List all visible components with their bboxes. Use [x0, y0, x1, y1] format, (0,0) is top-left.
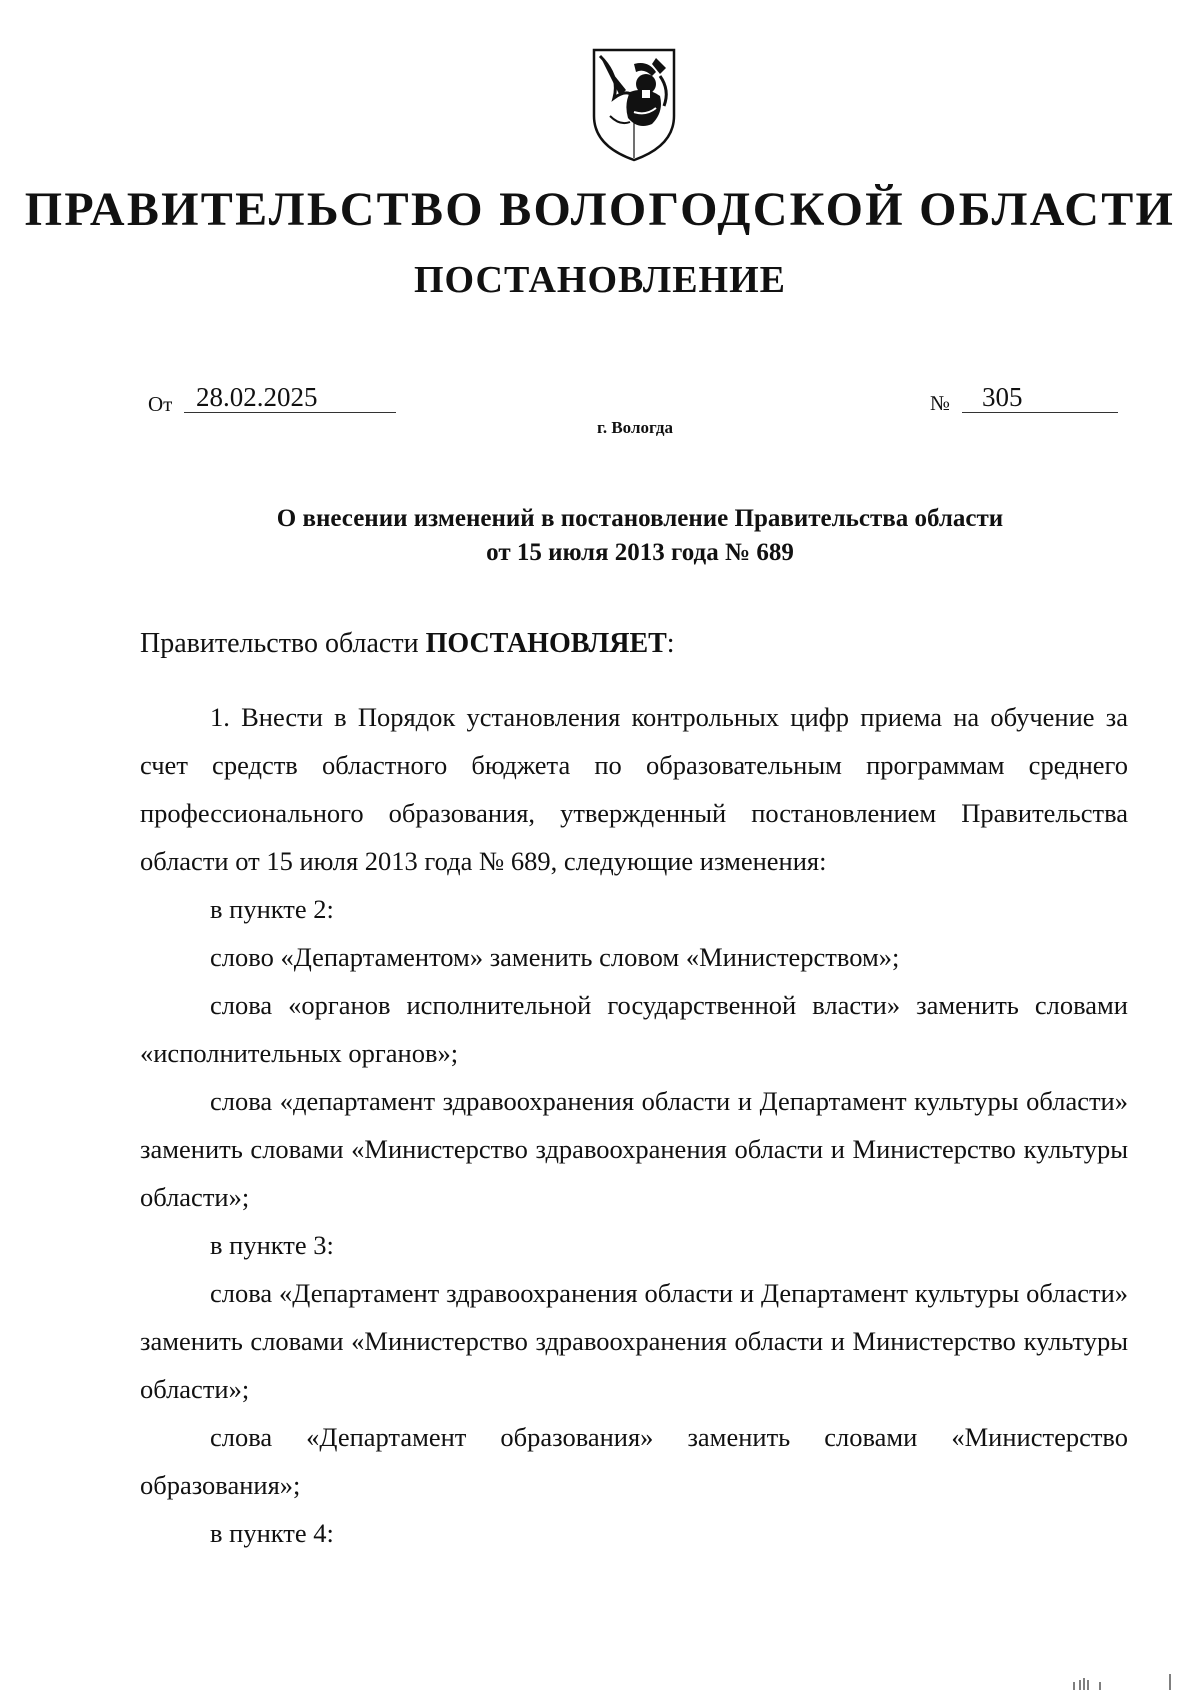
body-paragraph: слова «департамент здравоохранения области и Департамент культуры области» заменить словами «Министерство здравоохранения области и Министерство культуры области»; — [140, 1086, 1128, 1212]
body-paragraph: слова «Департамент здравоохранения области и Департамент культуры области» заменить словами «Министерство здравоохранения области и Министерство культуры области»; — [140, 1278, 1128, 1404]
subject-line-2: от 15 июля 2013 года № 689 — [486, 539, 794, 566]
body-paragraph: слово «Департаментом» заменить словом «Министерством»; — [210, 942, 900, 972]
document-body — [140, 693, 1128, 1557]
subject-line-1: О внесении изменений в постановление Правительства области — [276, 505, 1004, 532]
body-paragraph: 1. Внести в Порядок установления контрольных цифр приема на обучение за счет средств областного бюджета по образовательным программам среднего профессионального образования, утвержденный постановлением Правительства области от 15 июля 2013 года № 689, следующие изменения: — [140, 702, 1128, 876]
city-label: г. Вологда — [597, 418, 673, 437]
document-date: 28.02.2025 — [184, 382, 396, 413]
coat-of-arms-icon — [590, 46, 678, 164]
body-paragraph: слова «органов исполнительной государственной власти» заменить словами «исполнительных органов»; — [140, 990, 1128, 1068]
body-paragraph: в пункте 4: — [210, 1518, 334, 1548]
date-prefix: От — [148, 392, 173, 416]
body-paragraph: в пункте 3: — [210, 1230, 334, 1260]
preamble — [140, 628, 675, 660]
document-subject — [120, 502, 1160, 570]
number-field — [930, 382, 1120, 416]
preamble-suffix: : — [666, 628, 675, 659]
document-number: 305 — [962, 382, 1118, 413]
preamble-emphasis: ПОСТАНОВЛЯЕТ — [425, 628, 667, 659]
body-paragraph: в пункте 2: — [210, 894, 334, 924]
scan-marks — [1070, 1672, 1180, 1692]
date-field — [148, 382, 398, 416]
body-paragraph: слова «Департамент образования» заменить словами «Министерство образования»; — [140, 1422, 1128, 1500]
preamble-text: Правительство области — [140, 628, 426, 659]
document-type: ПОСТАНОВЛЕНИЕ — [413, 259, 787, 301]
government-title: ПРАВИТЕЛЬСТВО ВОЛОГОДСКОЙ ОБЛАСТИ — [24, 183, 1176, 236]
number-prefix: № — [930, 391, 951, 415]
